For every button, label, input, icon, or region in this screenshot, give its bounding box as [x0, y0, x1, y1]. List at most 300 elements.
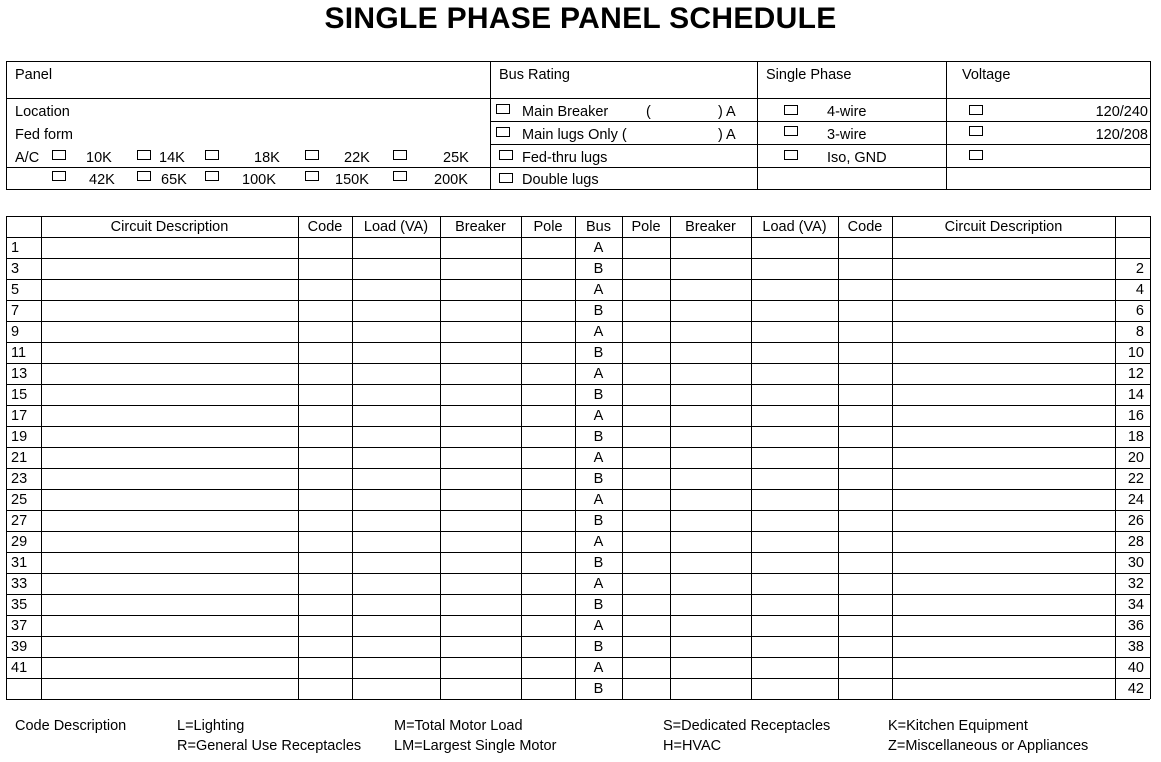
table-entry-cell[interactable]: [42, 490, 298, 510]
table-entry-cell[interactable]: [752, 490, 838, 510]
table-entry-cell[interactable]: [522, 385, 575, 405]
circuit-number-right: 34: [1127, 597, 1144, 613]
ac-150k-checkbox[interactable]: [305, 171, 319, 181]
voltage-label: Voltage: [962, 67, 1011, 83]
table-entry-cell[interactable]: [623, 427, 670, 447]
table-entry-cell[interactable]: [752, 595, 838, 615]
voltage-other-checkbox[interactable]: [969, 150, 983, 160]
main-breaker-unit: ) A: [718, 104, 736, 120]
three-wire-label: 3-wire: [827, 127, 867, 143]
table-entry-cell[interactable]: [623, 301, 670, 321]
table-entry-cell[interactable]: [441, 595, 521, 615]
table-entry-cell[interactable]: [839, 427, 892, 447]
main-breaker-checkbox[interactable]: [496, 104, 510, 114]
table-entry-cell[interactable]: [522, 553, 575, 573]
table-entry-cell[interactable]: [839, 448, 892, 468]
table-entry-cell[interactable]: [752, 448, 838, 468]
table-entry-cell[interactable]: [299, 427, 352, 447]
table-entry-cell[interactable]: [299, 448, 352, 468]
circuit-number-right: 24: [1127, 492, 1144, 508]
table-entry-cell[interactable]: [522, 280, 575, 300]
table-entry-cell[interactable]: [299, 553, 352, 573]
table-entry-cell[interactable]: [353, 343, 440, 363]
table-entry-cell[interactable]: [42, 511, 298, 531]
circuit-number-right: 30: [1127, 555, 1144, 571]
table-entry-cell[interactable]: [671, 364, 751, 384]
main-lugs-label: Main lugs Only (: [522, 127, 627, 143]
bus-phase: B: [593, 387, 604, 403]
ac-65k-label: 65K: [161, 172, 187, 188]
circuit-number-left: 33: [11, 576, 28, 592]
legend-total-motor: M=Total Motor Load: [394, 718, 523, 734]
table-entry-cell[interactable]: [839, 364, 892, 384]
table-entry-cell[interactable]: [441, 406, 521, 426]
fed-thru-checkbox[interactable]: [499, 150, 513, 160]
table-entry-cell[interactable]: [522, 238, 575, 258]
table-entry-cell[interactable]: [299, 679, 352, 699]
table-entry-cell[interactable]: [893, 616, 1115, 636]
table-entry-cell[interactable]: [839, 469, 892, 489]
three-wire-checkbox[interactable]: [784, 126, 798, 136]
table-entry-cell[interactable]: [522, 406, 575, 426]
table-entry-cell[interactable]: [522, 595, 575, 615]
table-entry-cell[interactable]: [42, 406, 298, 426]
table-entry-cell[interactable]: [839, 616, 892, 636]
table-entry-cell[interactable]: [752, 511, 838, 531]
iso-gnd-label: Iso, GND: [827, 150, 887, 166]
table-entry-cell[interactable]: [441, 532, 521, 552]
table-entry-cell[interactable]: [671, 238, 751, 258]
circuit-number-right: 28: [1127, 534, 1144, 550]
table-entry-cell[interactable]: [893, 364, 1115, 384]
table-entry-cell[interactable]: [839, 490, 892, 510]
table-entry-cell[interactable]: [441, 574, 521, 594]
table-entry-cell[interactable]: [299, 658, 352, 678]
bus-phase: A: [593, 408, 604, 424]
table-entry-cell[interactable]: [299, 595, 352, 615]
table-entry-cell[interactable]: [299, 385, 352, 405]
table-entry-cell[interactable]: [671, 280, 751, 300]
table-entry-cell[interactable]: [752, 658, 838, 678]
table-entry-cell[interactable]: [893, 532, 1115, 552]
table-entry-cell[interactable]: [441, 637, 521, 657]
bus-phase: B: [593, 681, 604, 697]
ac-rating-label: A/C: [15, 150, 40, 166]
bus-phase: A: [593, 282, 604, 298]
table-entry-cell[interactable]: [893, 658, 1115, 678]
table-entry-cell[interactable]: [353, 469, 440, 489]
table-entry-cell[interactable]: [353, 238, 440, 258]
table-entry-cell[interactable]: [441, 301, 521, 321]
table-entry-cell[interactable]: [752, 259, 838, 279]
table-entry-cell[interactable]: [353, 574, 440, 594]
column-header: Load (VA): [762, 219, 827, 235]
bus-phase: A: [593, 450, 604, 466]
table-entry-cell[interactable]: [752, 322, 838, 342]
table-entry-cell[interactable]: [441, 616, 521, 636]
panel-label: Panel: [15, 67, 53, 83]
double-lugs-checkbox[interactable]: [499, 173, 513, 183]
table-entry-cell[interactable]: [299, 364, 352, 384]
table-entry-cell[interactable]: [839, 343, 892, 363]
table-entry-cell[interactable]: [623, 658, 670, 678]
table-entry-cell[interactable]: [522, 448, 575, 468]
table-entry-cell[interactable]: [752, 532, 838, 552]
table-entry-cell[interactable]: [623, 448, 670, 468]
table-entry-cell[interactable]: [623, 469, 670, 489]
table-entry-cell[interactable]: [441, 679, 521, 699]
table-entry-cell[interactable]: [623, 364, 670, 384]
table-entry-cell[interactable]: [522, 490, 575, 510]
table-entry-cell[interactable]: [353, 259, 440, 279]
table-entry-cell[interactable]: [623, 511, 670, 531]
table-entry-cell[interactable]: [441, 343, 521, 363]
circuit-number-left: 29: [11, 534, 28, 550]
table-entry-cell[interactable]: [893, 574, 1115, 594]
table-entry-cell[interactable]: [893, 280, 1115, 300]
bus-phase: A: [593, 492, 604, 508]
table-entry-cell[interactable]: [522, 322, 575, 342]
circuit-number-left: 41: [11, 660, 28, 676]
column-header: Bus: [586, 219, 611, 235]
table-entry-cell[interactable]: [353, 616, 440, 636]
table-entry-cell[interactable]: [752, 469, 838, 489]
table-entry-cell[interactable]: [839, 511, 892, 531]
table-entry-cell[interactable]: [299, 511, 352, 531]
table-entry-cell[interactable]: [623, 490, 670, 510]
table-entry-cell[interactable]: [42, 280, 298, 300]
table-entry-cell[interactable]: [441, 658, 521, 678]
table-entry-cell[interactable]: [522, 574, 575, 594]
table-entry-cell[interactable]: [299, 490, 352, 510]
table-entry-cell[interactable]: [522, 259, 575, 279]
table-entry-cell[interactable]: [671, 595, 751, 615]
table-entry-cell[interactable]: [671, 658, 751, 678]
table-entry-cell[interactable]: [893, 427, 1115, 447]
bus-phase: A: [593, 618, 604, 634]
main-lugs-unit: ) A: [718, 127, 736, 143]
table-entry-cell[interactable]: [839, 532, 892, 552]
table-entry-cell[interactable]: [441, 427, 521, 447]
table-entry-cell[interactable]: [752, 553, 838, 573]
table-entry-cell[interactable]: [671, 448, 751, 468]
table-entry-cell[interactable]: [522, 511, 575, 531]
table-entry-cell[interactable]: [752, 616, 838, 636]
table-entry-cell[interactable]: [893, 637, 1115, 657]
table-entry-cell[interactable]: [671, 490, 751, 510]
table-entry-cell[interactable]: [671, 343, 751, 363]
table-entry-cell[interactable]: [752, 637, 838, 657]
circuit-number-right: 12: [1127, 366, 1144, 382]
table-entry-cell[interactable]: [893, 490, 1115, 510]
table-entry-cell[interactable]: [671, 259, 751, 279]
bus-phase: A: [593, 660, 604, 676]
table-entry-cell[interactable]: [299, 322, 352, 342]
circuit-number-right: 4: [1135, 282, 1144, 298]
table-entry-cell[interactable]: [839, 553, 892, 573]
ac-22k-checkbox[interactable]: [305, 150, 319, 160]
circuit-number-left: 19: [11, 429, 28, 445]
table-entry-cell[interactable]: [623, 385, 670, 405]
table-entry-cell[interactable]: [441, 322, 521, 342]
table-entry-cell[interactable]: [623, 406, 670, 426]
table-entry-cell[interactable]: [752, 343, 838, 363]
table-entry-cell[interactable]: [623, 532, 670, 552]
table-entry-cell[interactable]: [42, 238, 298, 258]
table-entry-cell[interactable]: [839, 238, 892, 258]
table-entry-cell[interactable]: [299, 469, 352, 489]
voltage-120-208-checkbox[interactable]: [969, 126, 983, 136]
ac-200k-label: 200K: [434, 172, 468, 188]
table-entry-cell[interactable]: [671, 532, 751, 552]
table-entry-cell[interactable]: [42, 322, 298, 342]
ac-42k-label: 42K: [89, 172, 115, 188]
column-header: Breaker: [685, 219, 736, 235]
table-entry-cell[interactable]: [839, 658, 892, 678]
table-entry-cell[interactable]: [522, 637, 575, 657]
table-entry-cell[interactable]: [893, 679, 1115, 699]
table-entry-cell[interactable]: [42, 259, 298, 279]
table-entry-cell[interactable]: [623, 343, 670, 363]
table-entry-cell[interactable]: [42, 469, 298, 489]
table-entry-cell[interactable]: [839, 322, 892, 342]
table-entry-cell[interactable]: [441, 238, 521, 258]
table-entry-cell[interactable]: [353, 490, 440, 510]
table-entry-cell[interactable]: [42, 574, 298, 594]
bus-phase: B: [593, 261, 604, 277]
ac-100k-checkbox[interactable]: [205, 171, 219, 181]
table-entry-cell[interactable]: [671, 427, 751, 447]
circuit-number-right: 32: [1127, 576, 1144, 592]
circuit-number-right: 14: [1127, 387, 1144, 403]
table-entry-cell[interactable]: [299, 301, 352, 321]
table-entry-cell[interactable]: [441, 511, 521, 531]
table-entry-cell[interactable]: [42, 616, 298, 636]
ac-42k-checkbox[interactable]: [52, 171, 66, 181]
table-entry-cell[interactable]: [299, 259, 352, 279]
table-entry-cell[interactable]: [839, 259, 892, 279]
table-entry-cell[interactable]: [623, 322, 670, 342]
bus-phase: B: [593, 597, 604, 613]
table-entry-cell[interactable]: [671, 616, 751, 636]
table-entry-cell[interactable]: [839, 574, 892, 594]
circuit-number-left: 11: [11, 345, 27, 361]
table-entry-cell[interactable]: [752, 385, 838, 405]
table-entry-cell[interactable]: [441, 469, 521, 489]
table-entry-cell[interactable]: [623, 595, 670, 615]
four-wire-checkbox[interactable]: [784, 105, 798, 115]
circuit-number-right: 40: [1127, 660, 1144, 676]
table-entry-cell[interactable]: [752, 427, 838, 447]
table-entry-cell[interactable]: [623, 259, 670, 279]
table-entry-cell[interactable]: [839, 301, 892, 321]
table-entry-cell[interactable]: [42, 553, 298, 573]
table-entry-cell[interactable]: [893, 301, 1115, 321]
ac-200k-checkbox[interactable]: [393, 171, 407, 181]
iso-gnd-checkbox[interactable]: [784, 150, 798, 160]
table-entry-cell[interactable]: [893, 448, 1115, 468]
table-entry-cell[interactable]: [353, 301, 440, 321]
table-entry-cell[interactable]: [893, 259, 1115, 279]
table-entry-cell[interactable]: [522, 364, 575, 384]
table-entry-cell[interactable]: [441, 280, 521, 300]
column-header: Breaker: [455, 219, 506, 235]
table-entry-cell[interactable]: [839, 637, 892, 657]
table-entry-cell[interactable]: [623, 280, 670, 300]
table-entry-cell[interactable]: [522, 658, 575, 678]
table-entry-cell[interactable]: [752, 238, 838, 258]
ac-14k-checkbox[interactable]: [137, 150, 151, 160]
table-entry-cell[interactable]: [353, 511, 440, 531]
bus-phase: B: [593, 639, 604, 655]
table-entry-cell[interactable]: [522, 679, 575, 699]
table-entry-cell[interactable]: [522, 343, 575, 363]
table-entry-cell[interactable]: [893, 238, 1115, 258]
legend-lighting: L=Lighting: [177, 718, 245, 734]
table-entry-cell[interactable]: [671, 679, 751, 699]
table-entry-cell[interactable]: [623, 574, 670, 594]
table-entry-cell[interactable]: [671, 553, 751, 573]
table-entry-cell[interactable]: [42, 301, 298, 321]
table-entry-cell[interactable]: [752, 364, 838, 384]
table-entry-cell[interactable]: [353, 658, 440, 678]
table-entry-cell[interactable]: [42, 658, 298, 678]
table-entry-cell[interactable]: [441, 553, 521, 573]
table-entry-cell[interactable]: [752, 280, 838, 300]
table-entry-cell[interactable]: [353, 364, 440, 384]
table-entry-cell[interactable]: [893, 343, 1115, 363]
table-entry-cell[interactable]: [623, 616, 670, 636]
table-entry-cell[interactable]: [671, 385, 751, 405]
circuit-number-left: 13: [11, 366, 28, 382]
table-entry-cell[interactable]: [623, 679, 670, 699]
table-entry-cell[interactable]: [299, 343, 352, 363]
table-entry-cell[interactable]: [353, 385, 440, 405]
table-entry-cell[interactable]: [671, 574, 751, 594]
bus-phase: B: [593, 345, 604, 361]
table-entry-cell[interactable]: [299, 532, 352, 552]
table-entry-cell[interactable]: [42, 679, 298, 699]
table-entry-cell[interactable]: [522, 301, 575, 321]
table-entry-cell[interactable]: [522, 532, 575, 552]
table-entry-cell[interactable]: [42, 532, 298, 552]
bus-phase: B: [593, 471, 604, 487]
table-entry-cell[interactable]: [671, 406, 751, 426]
table-entry-cell[interactable]: [522, 469, 575, 489]
table-entry-cell[interactable]: [299, 616, 352, 636]
table-entry-cell[interactable]: [893, 469, 1115, 489]
column-header: Pole: [631, 219, 661, 235]
table-entry-cell[interactable]: [839, 406, 892, 426]
table-entry-cell[interactable]: [42, 343, 298, 363]
table-entry-cell[interactable]: [893, 511, 1115, 531]
table-entry-cell[interactable]: [522, 616, 575, 636]
table-entry-cell[interactable]: [353, 448, 440, 468]
table-entry-cell[interactable]: [353, 637, 440, 657]
table-entry-cell[interactable]: [893, 595, 1115, 615]
table-entry-cell[interactable]: [353, 553, 440, 573]
table-entry-cell[interactable]: [353, 322, 440, 342]
table-entry-cell[interactable]: [441, 490, 521, 510]
main-lugs-checkbox[interactable]: [496, 127, 510, 137]
column-header: Pole: [533, 219, 563, 235]
table-entry-cell[interactable]: [522, 427, 575, 447]
table-entry-cell[interactable]: [353, 280, 440, 300]
table-entry-cell[interactable]: [42, 448, 298, 468]
ac-10k-checkbox[interactable]: [52, 150, 66, 160]
table-entry-cell[interactable]: [752, 406, 838, 426]
table-entry-cell[interactable]: [353, 679, 440, 699]
table-entry-cell[interactable]: [299, 280, 352, 300]
ac-18k-checkbox[interactable]: [205, 150, 219, 160]
table-entry-cell[interactable]: [42, 385, 298, 405]
table-entry-cell[interactable]: [839, 280, 892, 300]
voltage-120-240-checkbox[interactable]: [969, 105, 983, 115]
circuit-number-left: 37: [11, 618, 28, 634]
table-entry-cell[interactable]: [623, 637, 670, 657]
ac-18k-label: 18K: [254, 150, 280, 166]
ac-25k-label: 25K: [443, 150, 469, 166]
table-entry-cell[interactable]: [893, 322, 1115, 342]
table-entry-cell[interactable]: [671, 301, 751, 321]
table-entry-cell[interactable]: [752, 301, 838, 321]
table-entry-cell[interactable]: [671, 322, 751, 342]
circuit-number-left: 5: [11, 282, 20, 298]
table-entry-cell[interactable]: [893, 553, 1115, 573]
table-entry-cell[interactable]: [893, 406, 1115, 426]
ac-65k-checkbox[interactable]: [137, 171, 151, 181]
table-entry-cell[interactable]: [839, 679, 892, 699]
table-entry-cell[interactable]: [353, 595, 440, 615]
table-entry-cell[interactable]: [299, 406, 352, 426]
table-entry-cell[interactable]: [42, 595, 298, 615]
table-entry-cell[interactable]: [299, 574, 352, 594]
table-entry-cell[interactable]: [441, 448, 521, 468]
table-entry-cell[interactable]: [353, 427, 440, 447]
ac-25k-checkbox[interactable]: [393, 150, 407, 160]
table-entry-cell[interactable]: [623, 553, 670, 573]
table-entry-cell[interactable]: [752, 574, 838, 594]
circuit-number-right: 16: [1127, 408, 1144, 424]
table-entry-cell[interactable]: [441, 364, 521, 384]
table-entry-cell[interactable]: [299, 238, 352, 258]
table-entry-cell[interactable]: [752, 679, 838, 699]
location-label: Location: [15, 104, 70, 120]
legend-kitchen: K=Kitchen Equipment: [888, 718, 1028, 734]
table-entry-cell[interactable]: [623, 238, 670, 258]
table-entry-cell[interactable]: [839, 385, 892, 405]
table-entry-cell[interactable]: [441, 385, 521, 405]
table-entry-cell[interactable]: [42, 364, 298, 384]
legend-misc: Z=Miscellaneous or Appliances: [888, 738, 1089, 754]
table-entry-cell[interactable]: [353, 406, 440, 426]
table-entry-cell[interactable]: [671, 637, 751, 657]
table-entry-cell[interactable]: [441, 259, 521, 279]
circuit-number-left: 9: [11, 324, 20, 340]
table-entry-cell[interactable]: [671, 511, 751, 531]
table-entry-cell[interactable]: [42, 637, 298, 657]
circuit-number-left: 1: [11, 240, 20, 256]
table-entry-cell[interactable]: [893, 385, 1115, 405]
table-entry-cell[interactable]: [839, 595, 892, 615]
circuit-number-right: 22: [1127, 471, 1144, 487]
circuit-number-right: 8: [1135, 324, 1144, 340]
table-entry-cell[interactable]: [42, 427, 298, 447]
table-entry-cell[interactable]: [671, 469, 751, 489]
bus-phase: A: [593, 324, 604, 340]
table-entry-cell[interactable]: [299, 637, 352, 657]
table-entry-cell[interactable]: [353, 532, 440, 552]
